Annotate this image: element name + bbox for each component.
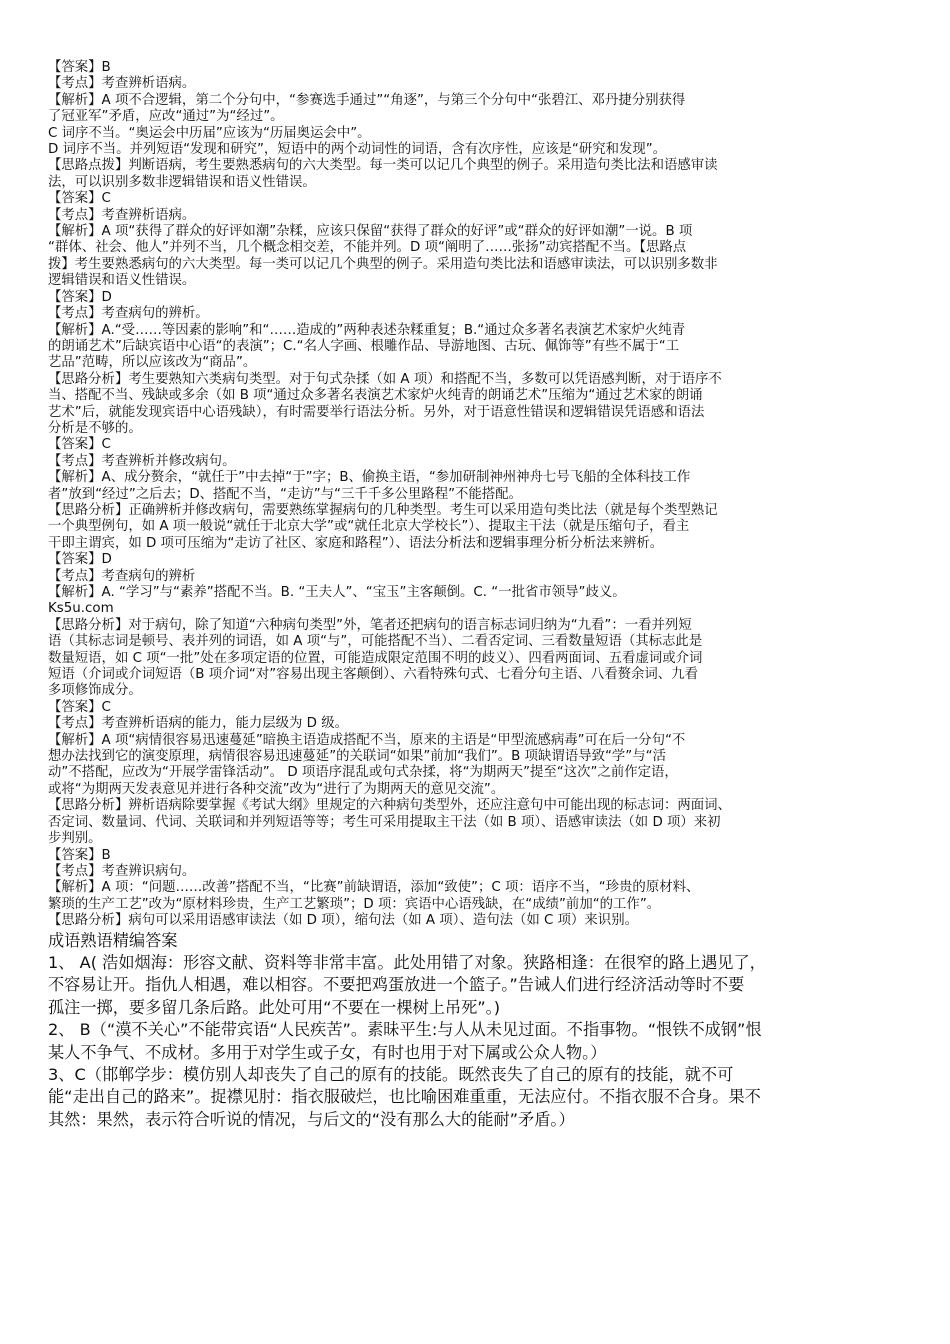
text-line: 了冠亚军”矛盾，应改“通过”为“经过”。: [48, 109, 284, 125]
answer-line: 2、 B（“漠不关心”不能带宾语“人民疾苦”。素昧平生:与人从未见过面。不指事物。“恨铁不成钢”恨: [48, 1020, 762, 1040]
section-title: 成语熟语精编答案: [48, 930, 178, 950]
text-line: 动”不搭配，应改为“开展学雷锋活动”。 D 项语序混乱或句式杂揉，将“为期两天”提至“这次”之前作定语，: [48, 765, 678, 781]
answer-line: 孤注一掷，要多留几条后路。此处可用“不要在一棵树上吊死”。): [48, 997, 501, 1017]
answer-line: 1、 A( 浩如烟海：形容文献、资料等非常丰富。此处用错了对象。狭路相逢：在很窄的路上遇见了，: [48, 952, 766, 972]
text-line: 【答案】C: [48, 437, 111, 453]
text-line: 【考点】考查辨析语病。: [48, 76, 196, 92]
answer-line: 不容易让开。指仇人相遇，难以相容。不要把鸡蛋放进一个篮子。”告诫人们进行经济活动等时不要: [48, 975, 745, 995]
text-line: 【答案】D: [48, 552, 112, 568]
text-line: 【思路点拨】判断语病，考生要熟悉病句的六大类型。每一类可以记几个典型的例子。采用造句类比法和语感审读: [48, 158, 718, 174]
text-line: 干即主谓宾，如 D 项可压缩为“走访了社区、家庭和路程”）、语法分析法和逻辑事理分析分析法来辨析。: [48, 535, 664, 551]
answer-analysis-block: [48, 60, 900, 930]
text-line: D 词序不当。并列短语“发现和研究”，短语中的两个动词性的词语，含有次序性，应该是“研究和发现”。: [48, 142, 667, 158]
text-line: 语（其标志词是顿号、表并列的词语，如 A 项“与”，可能搭配不当）、二看否定词、三看数量短语（其标志此是: [48, 634, 703, 650]
text-line: 步判别。: [48, 831, 102, 847]
text-line: 【答案】B: [48, 847, 111, 863]
text-line: 否定词、数量词、代词、关联词和并列短语等等；考生可采用提取主干法（如 B 项）、语感审读法（如 D 项）来初: [48, 814, 721, 830]
text-line: 【考点】考查辨析并修改病句。: [48, 453, 236, 469]
text-line: 【思路分析】正确辨析并修改病句，需要熟练掌握病句的几种类型。考生可以采用造句类比法（就是每个类型熟记: [48, 502, 718, 518]
answer-line: 3、C（邯郸学步：模仿别人却丧失了自己的原有的技能。既然丧失了自己的原有的技能，就不可: [48, 1064, 734, 1084]
answer-line: 能“走出自己的路来”。捉襟见肘：指衣服破烂，也比喻困难重重，无法应付。不指衣服不合身。果不: [48, 1087, 761, 1107]
text-line: 艺品”范畴，所以应该改为“商品”。: [48, 355, 257, 371]
text-line: 【解析】A 项不合逻辑，第二个分句中，“参赛选手通过”“角逐”，与第三个分句中“张碧江、邓丹捷分别获得: [48, 92, 686, 108]
text-line: 【思路分析】考生要熟知六类病句类型。对于句式杂揉（如 A 项）和搭配不当，多数可以凭语感判断，对于语序不: [48, 371, 722, 387]
text-line: C 词序不当。“奥运会中历届”应该为“历届奥运会中”。: [48, 125, 371, 141]
text-line: 【考点】考查辨析语病的能力，能力层级为 D 级。: [48, 716, 349, 732]
text-line: 数量短语，如 C 项“一批”处在多项定语的位置，可能造成限定范围不明的歧义）、四看两面词、五看虚词或介词: [48, 650, 703, 666]
text-line: 【考点】考查病句的辨析。: [48, 306, 209, 322]
idiom-answers-block: [48, 952, 900, 1131]
text-line: 【解析】A. “学习”与“素养”搭配不当。B. “王夫人”、“宝玉”主客颠倒。C. “一批省市领导”歧义。: [48, 585, 626, 600]
text-line: 【解析】A 项“病情很容易迅速蔓延”暗换主语造成搭配不当，原来的主语是“甲型流感病毒”可在后一分句“不: [48, 732, 686, 748]
text-line: 【考点】考查病句的辨析: [48, 568, 196, 584]
text-line: 者”放到“经过”之后去；D、搭配不当，“走访”与“三千千多公里路程”不能搭配。: [48, 486, 522, 502]
text-line: 拨】考生要熟悉病句的六大类型。每一类可以记几个典型的例子。采用造句类比法和语感审读法，可以识别多数非: [48, 256, 718, 272]
text-line: 法，可以识别多数非逻辑错误和语义性错误。: [48, 174, 316, 190]
text-line: 一个典型例句，如 A 项一般说“就任于北京大学”或“就任北京大学校长”）、提取主干法（就是压缩句子，看主: [48, 519, 690, 535]
text-line: 【答案】B: [48, 60, 111, 75]
text-line: 【考点】考查辨析语病。: [48, 207, 196, 223]
answer-line: 其然：果然，表示符合听说的情况，与后文的“没有那么大的能耐”矛盾。）: [48, 1109, 575, 1129]
document-page: [48, 60, 900, 1131]
text-line: 或将“为期两天发表意见并进行各种交流”改为“进行了为期两天的意见交流”。: [48, 781, 505, 797]
text-line: 艺术”后，就能发现宾语中心语残缺），有时需要举行语法分析。另外，对于语意性错误和逻辑错误凭语感和语法: [48, 404, 705, 420]
text-line: 【答案】C: [48, 191, 111, 207]
text-line: 【思路分析】对于病句，除了知道“六种病句类型”外，笔者还把病句的语言标志词归纳为“九看”：一看并列短: [48, 617, 692, 633]
text-line: Ks5u.com: [48, 601, 114, 617]
text-line: 的朗诵艺术”后缺宾语中心语“的表演”；C.“名人字画、根雕作品、导游地图、古玩、佩饰等”有些不属于“工: [48, 338, 680, 354]
text-line: 繁琐的生产工艺”改为“原材料珍贵，生产工艺繁琐”；D 项：宾语中心语残缺，在“成绩”前加“的工作”。: [48, 896, 661, 912]
text-line: 短语（介词或介词短语（B 项介词“对”容易出现主客颠倒）、六看特殊句式、七看分句主语、八看赘余词、九看: [48, 667, 698, 683]
text-line: 当、搭配不当、残缺或多余（如 B 项“通过众多著名表演艺术家炉火纯青的朗诵艺术”压缩为“通过艺术家的朗诵: [48, 388, 703, 404]
text-line: 分析是不够的。: [48, 420, 142, 436]
text-line: 想办法找到它的演变原理，病情很容易迅速蔓延”的关联词“如果”前加“我们”。B 项缺谓语导致“学”与“活: [48, 749, 666, 765]
text-line: 【解析】A.“受……等因素的影响”和“……造成的”两种表述杂糅重复；B.“通过众多著名表演艺术家炉火纯青: [48, 322, 686, 338]
text-line: 【思路分析】辨析语病除要掌握《考试大纲》里规定的六种病句类型外，还应注意句中可能出现的标志词：两面词、: [48, 798, 731, 814]
answer-line: 某人不争气、不成材。多用于对学生或子女，有时也用于对下属或公众人物。）: [48, 1042, 607, 1062]
text-line: 【考点】考查辨识病句。: [48, 863, 196, 879]
text-line: 【解析】A 项：“问题……改善”搭配不当，“比赛”前缺谓语，添加“致使”；C 项：语序不当，“珍贵的原材料、: [48, 880, 700, 896]
text-line: 【解析】A 项“获得了群众的好评如潮”杂糅，应该只保留“获得了群众的好评”或“群众的好评如潮”一说。B 项: [48, 224, 693, 240]
text-line: 逻辑错误和语义性错误。: [48, 273, 196, 289]
text-line: 多项修饰成分。: [48, 683, 142, 699]
text-line: 【思路分析】病句可以采用语感审读法（如 D 项），缩句法（如 A 项）、造句法（如 C 项）来识别。: [48, 913, 638, 929]
text-line: 【答案】C: [48, 699, 111, 715]
text-line: 【解析】A、成分赘余，“就任于”中去掉“于”字；B、偷换主语，“参加研制神州神舟七号飞船的全体科技工作: [48, 470, 691, 486]
text-line: “群体、社会、他人”并列不当，几个概念相交差，不能并列。D 项“阐明了……张扬”动宾搭配不当。【思路点: [48, 240, 687, 256]
text-line: 【答案】D: [48, 289, 112, 305]
